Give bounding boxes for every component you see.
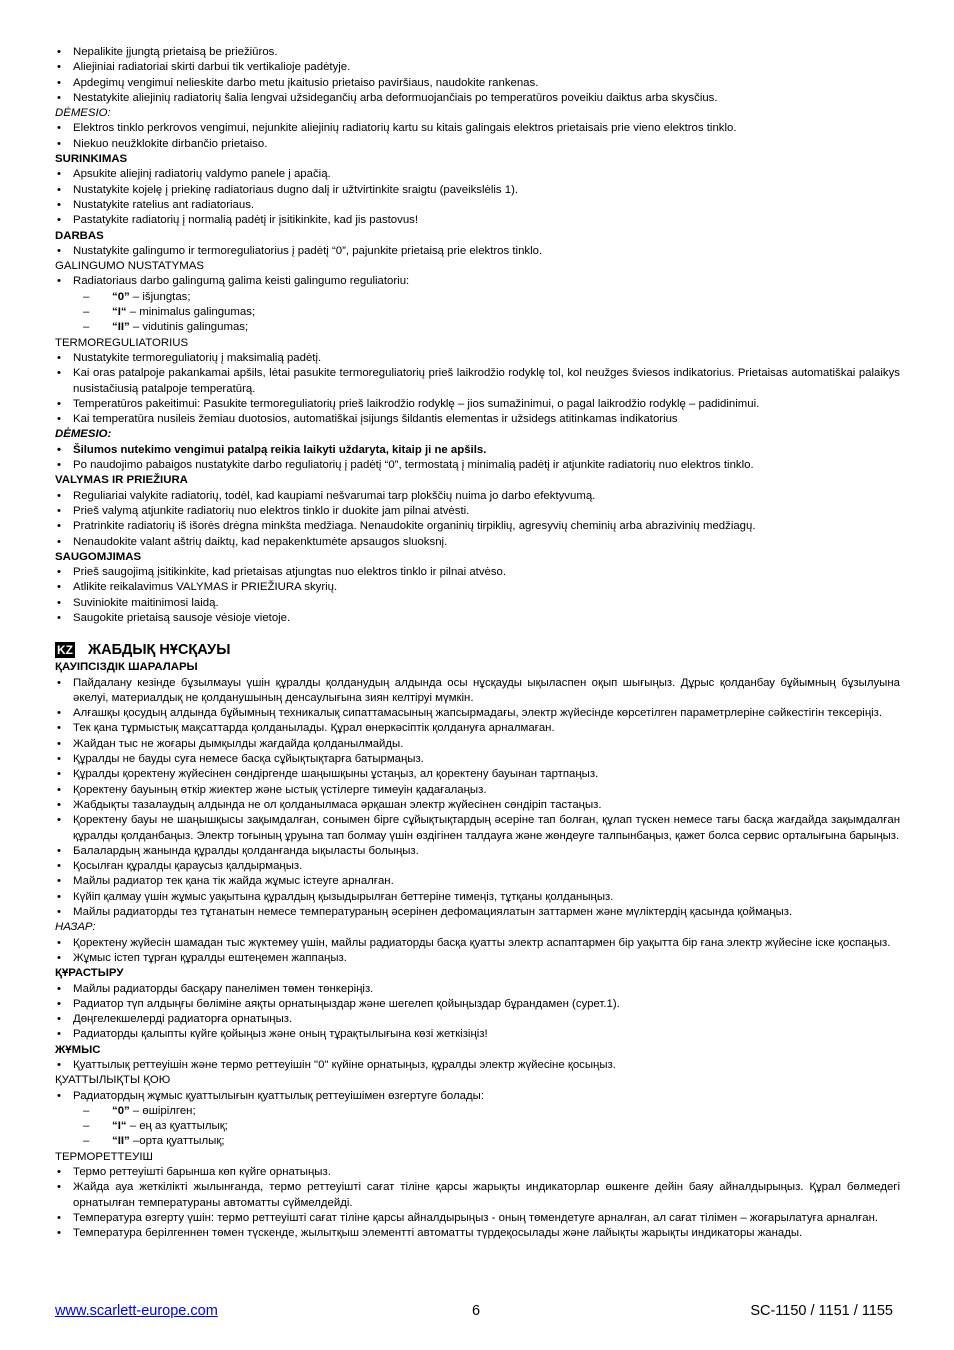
dash-item [55, 305, 900, 320]
bullet-item: • Қуаттылық реттеуішін және термо реттеуішін "0" күйіне орнатыңыз, құралды электр жүйесіне қосыңыз. [55, 1058, 900, 1073]
bullet-item: • Құралды қоректену жүйесінен сөндіргенде шаңышқыны ұстаңыз, ал қоректену бауынан тартпаңыз. [55, 767, 900, 782]
bullet-item: • Aliejiniai radiatoriai skirti darbui tik vertikalioje padėtyje. [55, 60, 900, 75]
bullet-item: • Қоректену жүйесін шамадан тыс жүктемеу үшін, майлы радиаторды басқа қуатты электр аспаптармен бір уақытта бір ғана электр жүйесіне іске қоспаңыз. [55, 936, 900, 951]
bullet-item: • Elektros tinklo perkrovos vengimui, nejunkite aliejinių radiatorių kartu su kitais galingais elektros prietaisais prie vieno elektros tinklo. [55, 121, 900, 136]
section-heading: SAUGOMJIMAS [55, 550, 142, 563]
bullet-item: • Балалардың жанында құралды қолданғанда ықыласты болыңыз. [55, 844, 900, 859]
bullet-item: • Apsukite aliejinį radiatorių valdymo panele į apačią. [55, 167, 900, 182]
section-heading: ЖҰМЫС [55, 1043, 101, 1056]
bullet-item: • Prieš valymą atjunkite radiatorių nuo elektros tinklo ir duokite jam pilnai atvėsti. [55, 504, 900, 519]
bullet-item: • Apdegimų vengimui nelieskite darbo metu įkaitusio prietaiso paviršiaus, naudokite rankenas. [55, 76, 900, 91]
bullet-item: • Радиаторды қалыпты күйге қойыңыз және оның тұрақтылығына көзі жеткізіңіз! [55, 1027, 900, 1042]
section-heading: ҚҰРАСТЫРУ [55, 967, 124, 980]
note-heading: DĖMESIO: [55, 107, 111, 120]
dash-item [55, 1119, 900, 1134]
subheading: TERMOREGULIATORIUS [55, 336, 189, 349]
bullet-item: • Алғашқы қосудың алдында бұйымның техникалық сипаттамасының жапсырмадағы, электр жүйесінде көрсетілген параметрлеріне сәйкестігін тексеріңіз. [55, 706, 900, 721]
bullet-item: • Жайда ауа жеткілікті жылынғанда, термо реттеуішті сағат тіліне қарсы жарықты индикаторлар өшкенге дейін баяу айналдырыңыз. Құрал бөлмедегі орнатылған температураны автоматты сүймелдейді. [55, 1180, 900, 1211]
page-number: 6 [472, 1303, 481, 1319]
bullet-item: • Nustatykite galingumo ir termoreguliatorius į padėtį “0”, pajunkite prietaisą prie elektros tinklo. [55, 244, 900, 259]
bullet-item: • Жабдықты тазалаудың алдында не ол қолданылмаса әрқашан электр жүйесінен сөндіріп тастаңыз. [55, 798, 900, 813]
dash-item [55, 1104, 900, 1119]
bullet-item: • Температура берілгеннен төмен түскенде, жылытқыш элементті автоматты түрдеқосылады және лайықты жарықты индикаторы жанады. [55, 1226, 900, 1241]
section-heading: DARBAS [55, 229, 104, 242]
bullet-item: • Майлы радиатор тек қана тік жайда жұмыс істеуге арналған. [55, 874, 900, 889]
note-heading: НАЗАР: [55, 921, 96, 934]
setting-description: – vidutinis galingumas; [129, 321, 249, 334]
section-heading: VALYMAS IR PRIEŽIURA [55, 474, 188, 487]
subheading: GALINGUMO NUSTATYMAS [55, 260, 204, 273]
bullet-item: • Радиатордың жұмыс қуаттылығын қуаттылық реттеуішімен өзгертуге болады: [55, 1089, 900, 1104]
setting-value: “II” [112, 1135, 130, 1148]
document-body [55, 45, 900, 1242]
website-link[interactable]: www.scarlett-europe.com [55, 1303, 218, 1319]
setting-description: – өшірілген; [129, 1104, 196, 1117]
bullet-item: • Atlikite reikalavimus VALYMAS ir PRIEŽIURA skyrių. [55, 580, 900, 595]
setting-description: – išjungtas; [129, 290, 191, 303]
bullet-item: • Пайдалану кезінде бұзылмауы үшін құралды қолданудың алдында осы нұсқауды ықыласпен оқып шығыңыз. Дұрыс қолданбау бұйымның бұзылуына әкелуі, материалдық не қолданушының денсаулығына зиян келтіруі мүмкін. [55, 676, 900, 707]
bullet-item: • Жұмыс істеп тұрған құралды ештеңемен жаппаңыз. [55, 951, 900, 966]
subheading: ҚУАТТЫЛЫҚТЫ ҚОЮ [55, 1074, 171, 1087]
section-title [55, 640, 900, 660]
model-numbers: SC-1150 / 1151 / 1155 [750, 1303, 893, 1319]
bullet-item: • Reguliariai valykite radiatorių, todėl, kad kaupiami nešvarumai tarp plokščių nuima jo darbo efektyvumą. [55, 489, 900, 504]
bullet-item: • Температура өзгерту үшін: термо реттеуішті сағат тіліне қарсы айналдырыңыз - оның төмендетуге арналған, ал сағат тілімен – жоғарылатуға арналған. [55, 1211, 900, 1226]
bullet-item: • Šilumos nutekimo vengimui patalpą reikia laikyti uždaryta, kitaip ji ne apšils. [55, 443, 900, 458]
bullet-item: • Құралды не бауды суға немесе басқа сұйықтықтарға батырмаңыз. [55, 752, 900, 767]
bullet-item: • Радиатор түп алдыңғы бөліміне аяқты орнатыңыздар және шегелеп қойыңыздар бұрандамен (сурет.1). [55, 997, 900, 1012]
bullet-item: • Nestatykite aliejinių radiatorių šalia lengvai užsidegančių arba deformuojančiais po temperatūros poveikiu daiktus arba skysčius. [55, 91, 900, 106]
bullet-item: • Kai oras patalpoje pakankamai apšils, lėtai pasukite termoreguliatorių prieš laikrodžio rodyklę tol, kol neužges šviesos indikatorius. Prietaisas automatiškai palaikys nusistačiusią patalpoje temperatūrą. [55, 366, 900, 397]
bullet-item: • Күйіп қалмау үшін жұмыс уақытына құралдың қызыдырылған беттеріне тимеңіз, тұтқаны қолданыңыз. [55, 890, 900, 905]
section-heading: SURINKIMAS [55, 153, 128, 166]
bullet-item: • Nepalikite įjungtą prietaisą be priežiūros. [55, 45, 900, 60]
bullet-item: • Prieš saugojimą įsitikinkite, kad prietaisas atjungtas nuo elektros tinklo ir pilnai atvėso. [55, 565, 900, 580]
setting-value: “I“ [112, 1120, 127, 1133]
page-footer [55, 1303, 893, 1323]
bullet-item: • Nenaudokite valant aštrių daiktų, kad nepakenktumėte apsaugos sluoksnį. [55, 535, 900, 550]
bullet-item: • Дөңгелекшелерді радиаторға орнатыңыз. [55, 1012, 900, 1027]
bullet-item: • Pastatykite radiatorių į normalią padėtį ir įsitikinkite, kad jis pastovus! [55, 213, 900, 228]
setting-value: “I“ [112, 306, 127, 319]
bullet-item: • Термо реттеуішті барынша көп күйге орнатыңыз. [55, 1165, 900, 1180]
bullet-item: • Nustatykite termoreguliatorių į maksimalią padėtį. [55, 351, 900, 366]
dash-item [55, 290, 900, 305]
dash-item [55, 1134, 900, 1149]
note-heading: DĖMESIO: [55, 428, 112, 441]
bullet-item: • Майлы радиаторды басқару панелімен төмен төнкеріңіз. [55, 982, 900, 997]
setting-value: “II” [112, 321, 130, 334]
bullet-item: • Saugokite prietaisą sausoje vėsioje vietoje. [55, 611, 900, 626]
bullet-item: • Po naudojimo pabaigos nustatykite darbo reguliatorių į padėtį “0”, termostatą į minimalią padėtį ir atjunkite radiatorių nuo elektros tinklo. [55, 458, 900, 473]
bullet-item: • Майлы радиаторды тез тұтанатын немесе температураның әсерінен дефомациялатын заттармен және мүліктердің қасында қоймаңыз. [55, 905, 900, 920]
bullet-item: • Жайдан тыс не жоғары дымқылды жағдайда қолданылмайды. [55, 737, 900, 752]
bullet-item: • Kai temperatūra nusileis žemiau duotosios, automatiškai įsijungs šildantis elementas ir užsidegs atitinkamas indikatorius [55, 412, 900, 427]
bullet-item: • Қосылған құралды қараусыз қалдырмаңыз. [55, 859, 900, 874]
bullet-item: • Қоректену бауының өткір жиектер және ыстық үстілерге тимеуін қадағалаңыз. [55, 783, 900, 798]
bullet-item: • Pratrinkite radiatorių iš išorės drėgna minkšta medžiaga. Nenaudokite organinių tirpiklių, agresyvių cheminių arba abrazivinių medžiagų. [55, 519, 900, 534]
bullet-item: • Nustatykite kojelę į priekinę radiatoriaus dugno dalį ir užtvirtinkite sraigtu (paveikslėlis 1). [55, 183, 900, 198]
subheading: ТЕРМОРЕТТЕУІШ [55, 1150, 153, 1163]
bullet-item: • Қоректену бауы не шаңышқысы зақымдалған, сонымен бірге сұйықтықтардың әсеріне тап болған, құлап түскен немесе тағы басқа жағдайда зақымдалған құралды қолданбаңыз. Электр тоғының ұруына тап болмау үшін өздігінен талдауға және жөндеуге талпынбаңыз, қажет болса сервис орталығына барыңыз. [55, 813, 900, 844]
setting-value: “0” [112, 290, 130, 303]
setting-description: – minimalus galingumas; [126, 306, 256, 319]
bullet-item: • Nustatykite ratelius ant radiatoriaus. [55, 198, 900, 213]
section-title-text: ЖАБДЫҚ НҰСҚАУЫ [88, 642, 231, 659]
bullet-item: • Radiatoriaus darbo galingumą galima keisti galingumo reguliatoriu: [55, 274, 900, 289]
bullet-item: • Temperatūros pakeitimui: Pasukite termoreguliatorių prieš laikrodžio rodyklę – jios sumažinimui, o pagal laikrodžio rodyklę – padidinimui. [55, 397, 900, 412]
dash-item [55, 320, 900, 335]
bullet-item: • Suviniokite maitinimosi laidą. [55, 596, 900, 611]
setting-description: – ең аз қуаттылық; [126, 1120, 228, 1133]
language-badge: KZ [57, 643, 73, 658]
setting-value: “0” [112, 1104, 130, 1117]
bullet-item: • Niekuo neužklokite dirbančio prietaiso. [55, 137, 900, 152]
bullet-item: • Тек қана тұрмыстық мақсаттарда қолданылады. Құрал өнеркәсіптік қолдануға арналмаған. [55, 721, 900, 736]
setting-description: –орта қуаттылық; [129, 1135, 225, 1148]
section-heading: ҚАУІПСІЗДІК ШАРАЛАРЫ [55, 661, 198, 674]
